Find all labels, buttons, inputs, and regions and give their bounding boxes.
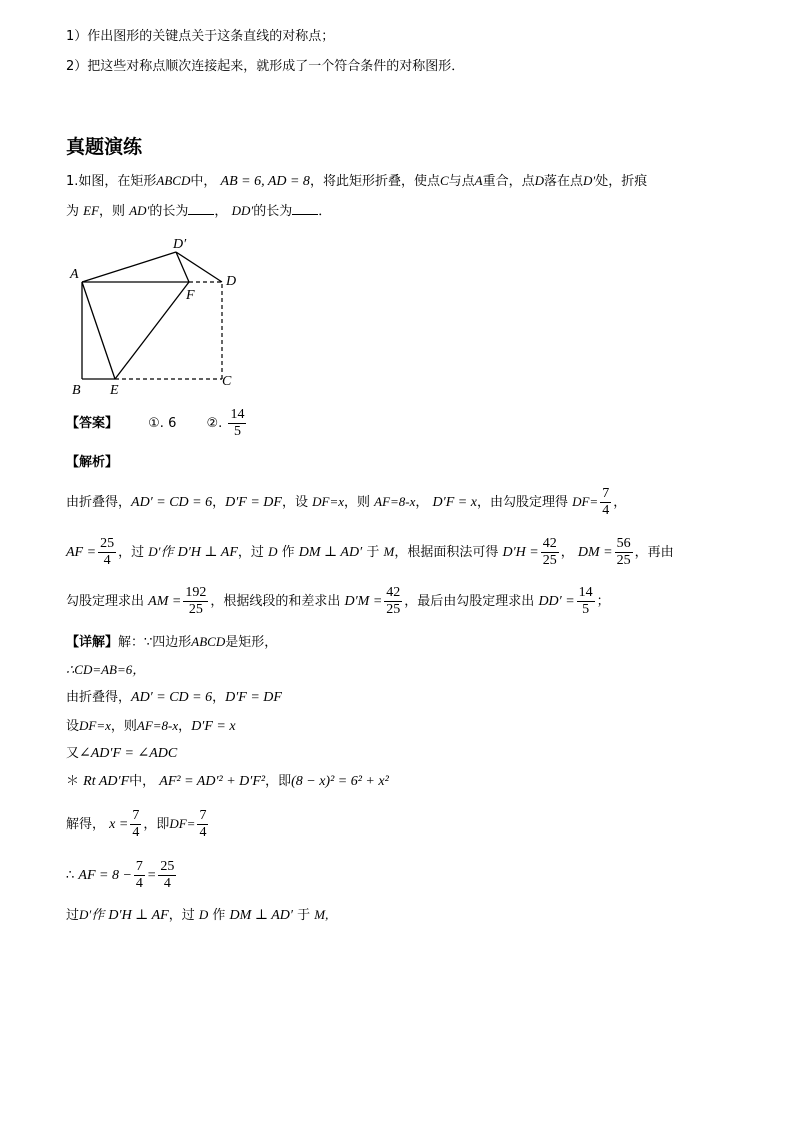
answer-line: 【答案】 ①. 6 ②. $\frac{14}{5}$ [66, 407, 245, 439]
answer-blank-1[interactable] [188, 202, 214, 215]
problem-line-2: 为 EF，则 AD′的长为 ， DD′的长为 ． [66, 203, 332, 219]
label-C: C [222, 374, 232, 389]
problem-line-1: 1.如图，在矩形ABCD中， AB = 6, AD = 8，将此矩形折叠，使点C与点A重合，点D落在点D′处，折痕 [66, 173, 648, 189]
analysis-line-1: 由折叠得，AD′ = CD = 6，D′F = DF，设 DF=x，则 AF=8-x， D′F = x，由勾股定理得 DF= $\frac{7}{4}$ ， [66, 486, 627, 518]
detail-line-8: ∴ AF = 8 − $\frac{7}{4}$ = $\frac{25}{4}$ [66, 859, 175, 891]
label-E: E [110, 383, 119, 398]
detail-line-5: 又∠AD′F = ∠ADC [66, 746, 178, 761]
label-A: A [70, 267, 79, 282]
answer-blank-2[interactable] [292, 202, 318, 215]
detail-line-7: 解得， x = $\frac{7}{4}$ ，即DF= $\frac{7}{4}$ [66, 808, 207, 840]
detail-line-9: 过D′作 D′H ⊥ AF，过 D 作 DM ⊥ AD′ 于 M, [66, 907, 329, 923]
analysis-line-2: AF = $\frac{25}{4}$ ，过 D′作 D′H ⊥ AF，过 D 作 DM ⊥ AD′ 于 M，根据面积法可得 D′H = $\frac{42}{25}$ ， DM = $\frac{56}{25}$ ，再由 [66, 536, 674, 568]
detail-line-4: 设DF=x，则AF=8-x，D′F = x [66, 718, 236, 734]
detail-line-2: ∴CD=AB=6， [66, 662, 146, 677]
section-title: 真题演练 [66, 136, 143, 158]
segment-AE [82, 282, 115, 379]
label-F: F [186, 288, 195, 303]
analysis-line-3: 勾股定理求出 AM = $\frac{192}{25}$ ，根据线段的和差求出 D′M = $\frac{42}{25}$ ，最后由勾股定理求出 DD′ = $\frac{14}{5}$ ； [66, 585, 610, 617]
detail-label: 【详解】 [66, 635, 119, 650]
geometry-figure [60, 232, 250, 398]
label-Dp: D′ [173, 237, 187, 252]
intro-step-1: 1）作出图形的关键点关于这条直线的对称点； [66, 29, 335, 44]
label-B: B [72, 383, 81, 398]
segment-EF [115, 282, 189, 379]
intro-step-2: 2）把这些对称点顺次连接起来，就形成了一个符合条件的对称图形． [66, 59, 465, 74]
label-D: D [226, 274, 237, 289]
answer-fraction: $\frac{14}{5}$ [230, 407, 245, 439]
detail-line-3: 由折叠得，AD′ = CD = 6，D′F = DF [66, 690, 282, 705]
detail-line-1: 【详解】解：∵四边形ABCD是矩形， [66, 634, 278, 650]
detail-line-6: ＊ Rt AD′F中， AF² = AD′² + D′F²，即(8 − x)² = 6² + x² [66, 774, 389, 789]
analysis-label: 【解析】 [66, 455, 119, 470]
answer-label: 【答案】 [66, 416, 119, 431]
segment-ADp [82, 252, 176, 282]
